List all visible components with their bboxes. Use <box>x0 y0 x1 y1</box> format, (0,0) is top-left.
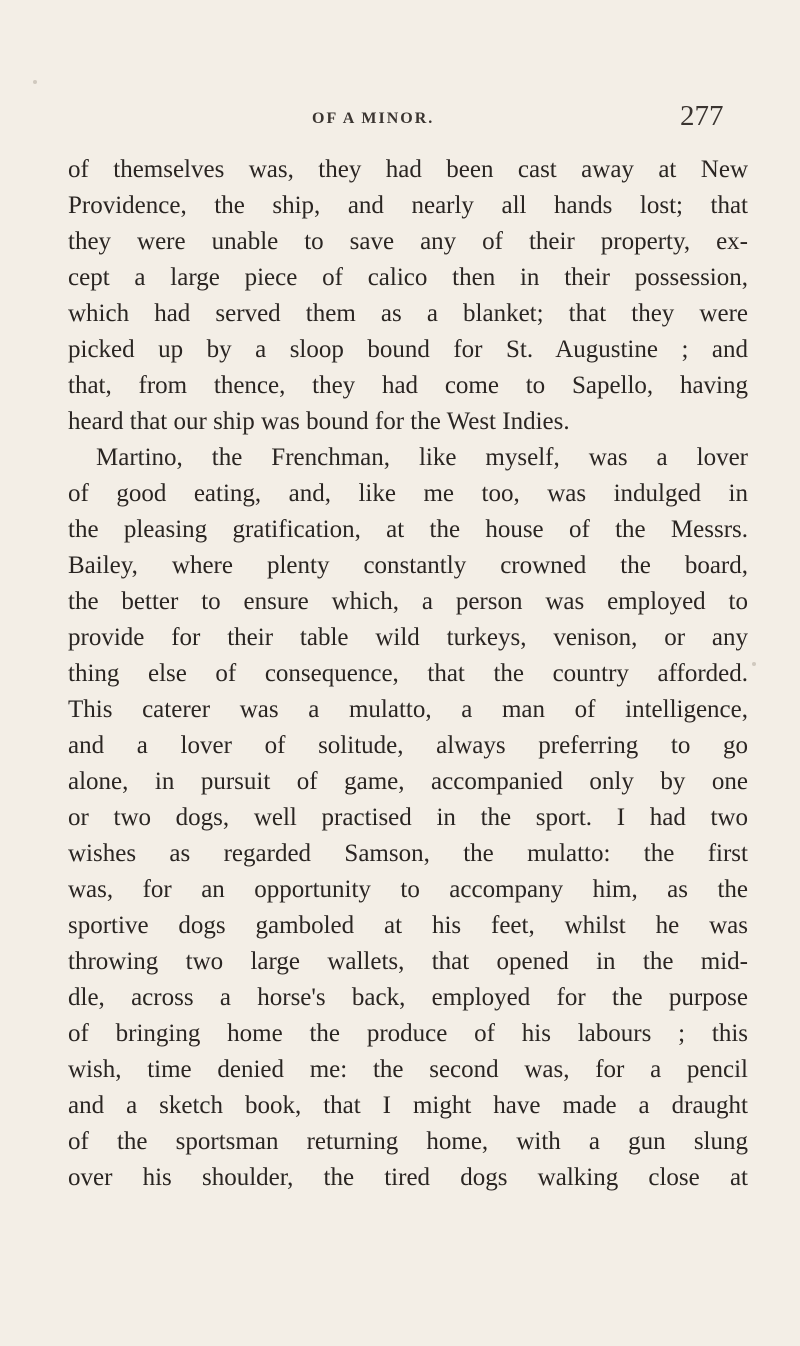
text-line: heard that our ship was bound for the West Indies. <box>68 408 570 435</box>
running-head <box>0 100 800 140</box>
text-line: the pleasing gratification, at the house of the Messrs. <box>68 516 748 543</box>
text-line: they were unable to save any of their property, ex- <box>68 228 748 255</box>
text-line: This caterer was a mulatto, a man of intelligence, <box>68 696 748 723</box>
text-line: Martino, the Frenchman, like myself, was a lover <box>96 444 748 471</box>
page-number: 277 <box>680 100 724 132</box>
text-line: dle, across a horse's back, employed for the purpose <box>68 984 748 1011</box>
text-line: wish, time denied me: the second was, for a pencil <box>68 1056 748 1083</box>
text-line: of bringing home the produce of his labours ; this <box>68 1020 748 1047</box>
text-line: and a lover of solitude, always preferring to go <box>68 732 748 759</box>
text-line: the better to ensure which, a person was employed to <box>68 588 748 615</box>
text-line: Providence, the ship, and nearly all hands lost; that <box>68 192 748 219</box>
text-line: of themselves was, they had been cast away at New <box>68 156 748 183</box>
paper-speck <box>33 80 37 84</box>
text-line: alone, in pursuit of game, accompanied only by one <box>68 768 748 795</box>
text-line: over his shoulder, the tired dogs walking close at <box>68 1164 748 1191</box>
running-title: OF A MINOR. <box>312 110 435 127</box>
text-line: wishes as regarded Samson, the mulatto: the first <box>68 840 748 867</box>
text-line: sportive dogs gamboled at his feet, whilst he was <box>68 912 748 939</box>
body-text <box>68 152 748 1196</box>
text-line: thing else of consequence, that the country afforded. <box>68 660 748 687</box>
paper-speck <box>752 662 756 666</box>
text-line: throwing two large wallets, that opened in the mid- <box>68 948 748 975</box>
text-line: Bailey, where plenty constantly crowned the board, <box>68 552 748 579</box>
text-line: picked up by a sloop bound for St. Augustine ; and <box>68 336 748 363</box>
text-line: that, from thence, they had come to Sapello, having <box>68 372 748 399</box>
text-line: and a sketch book, that I might have made a draught <box>68 1092 748 1119</box>
text-line: cept a large piece of calico then in their possession, <box>68 264 748 291</box>
text-line: of the sportsman returning home, with a gun slung <box>68 1128 748 1155</box>
text-line: or two dogs, well practised in the sport. I had two <box>68 804 748 831</box>
text-line: provide for their table wild turkeys, venison, or any <box>68 624 748 651</box>
text-line: was, for an opportunity to accompany him, as the <box>68 876 748 903</box>
text-line: which had served them as a blanket; that they were <box>68 300 748 327</box>
text-line: of good eating, and, like me too, was indulged in <box>68 480 748 507</box>
